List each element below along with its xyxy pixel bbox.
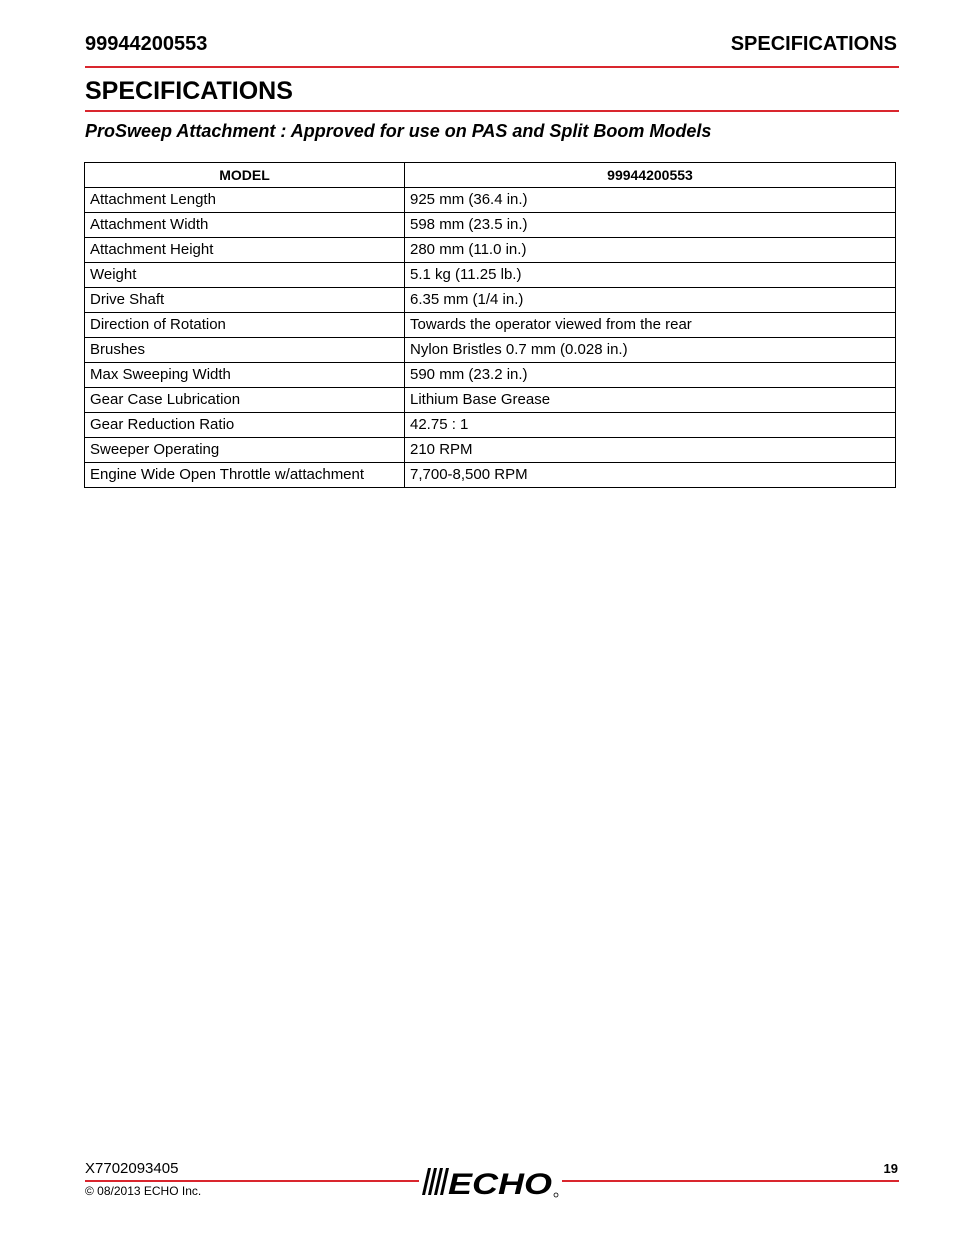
spec-label: Max Sweeping Width [85, 363, 405, 388]
table-row [85, 188, 896, 213]
column-header-model: MODEL [85, 163, 405, 188]
header-section-name: SPECIFICATIONS [730, 33, 897, 55]
footer-page-number: 19 [883, 1161, 898, 1176]
spec-value: 925 mm (36.4 in.) [405, 188, 896, 213]
section-title: SPECIFICATIONS [85, 76, 899, 112]
echo-logo-icon [420, 1166, 562, 1198]
header-part-number: 99944200553 [85, 33, 208, 55]
spec-value: 42.75 : 1 [405, 413, 896, 438]
spec-label: Brushes [85, 338, 405, 363]
attachment-subtitle: ProSweep Attachment : Approved for use on PAS and Split Boom Models [85, 121, 712, 141]
table-row [85, 288, 896, 313]
spec-value: 280 mm (11.0 in.) [405, 238, 896, 263]
spec-label: Sweeper Operating [85, 438, 405, 463]
spec-label: Engine Wide Open Throttle w/attachment [85, 463, 405, 488]
table-row [85, 263, 896, 288]
spec-value: 598 mm (23.5 in.) [405, 213, 896, 238]
spec-value: Nylon Bristles 0.7 mm (0.028 in.) [405, 338, 896, 363]
table-row [85, 213, 896, 238]
table-row [85, 388, 896, 413]
table-row [85, 313, 896, 338]
spec-value: 210 RPM [405, 438, 896, 463]
spec-label: Gear Case Lubrication [85, 388, 405, 413]
footer-rule-right [562, 1180, 899, 1182]
spec-label: Direction of Rotation [85, 313, 405, 338]
spec-value: 7,700-8,500 RPM [405, 463, 896, 488]
spec-value: Lithium Base Grease [405, 388, 896, 413]
specifications-table [84, 162, 896, 488]
spec-value: 6.35 mm (1/4 in.) [405, 288, 896, 313]
footer-document-number: X7702093405 [85, 1160, 179, 1177]
footer-rule-left [85, 1180, 419, 1182]
spec-value: 590 mm (23.2 in.) [405, 363, 896, 388]
spec-label: Weight [85, 263, 405, 288]
table-row [85, 413, 896, 438]
spec-label: Attachment Width [85, 213, 405, 238]
spec-value: 5.1 kg (11.25 lb.) [405, 263, 896, 288]
table-row [85, 463, 896, 488]
spec-value: Towards the operator viewed from the rear [405, 313, 896, 338]
table-row [85, 438, 896, 463]
spec-label: Attachment Length [85, 188, 405, 213]
spec-label: Drive Shaft [85, 288, 405, 313]
spec-label: Attachment Height [85, 238, 405, 263]
table-row [85, 338, 896, 363]
table-header-row [85, 163, 896, 188]
spec-label: Gear Reduction Ratio [85, 413, 405, 438]
column-header-value: 99944200553 [405, 163, 896, 188]
page-header [85, 30, 899, 68]
table-row [85, 238, 896, 263]
footer-copyright: © 08/2013 ECHO Inc. [85, 1184, 202, 1198]
table-row [85, 363, 896, 388]
echo-logo-text: ECHO [448, 1168, 552, 1198]
